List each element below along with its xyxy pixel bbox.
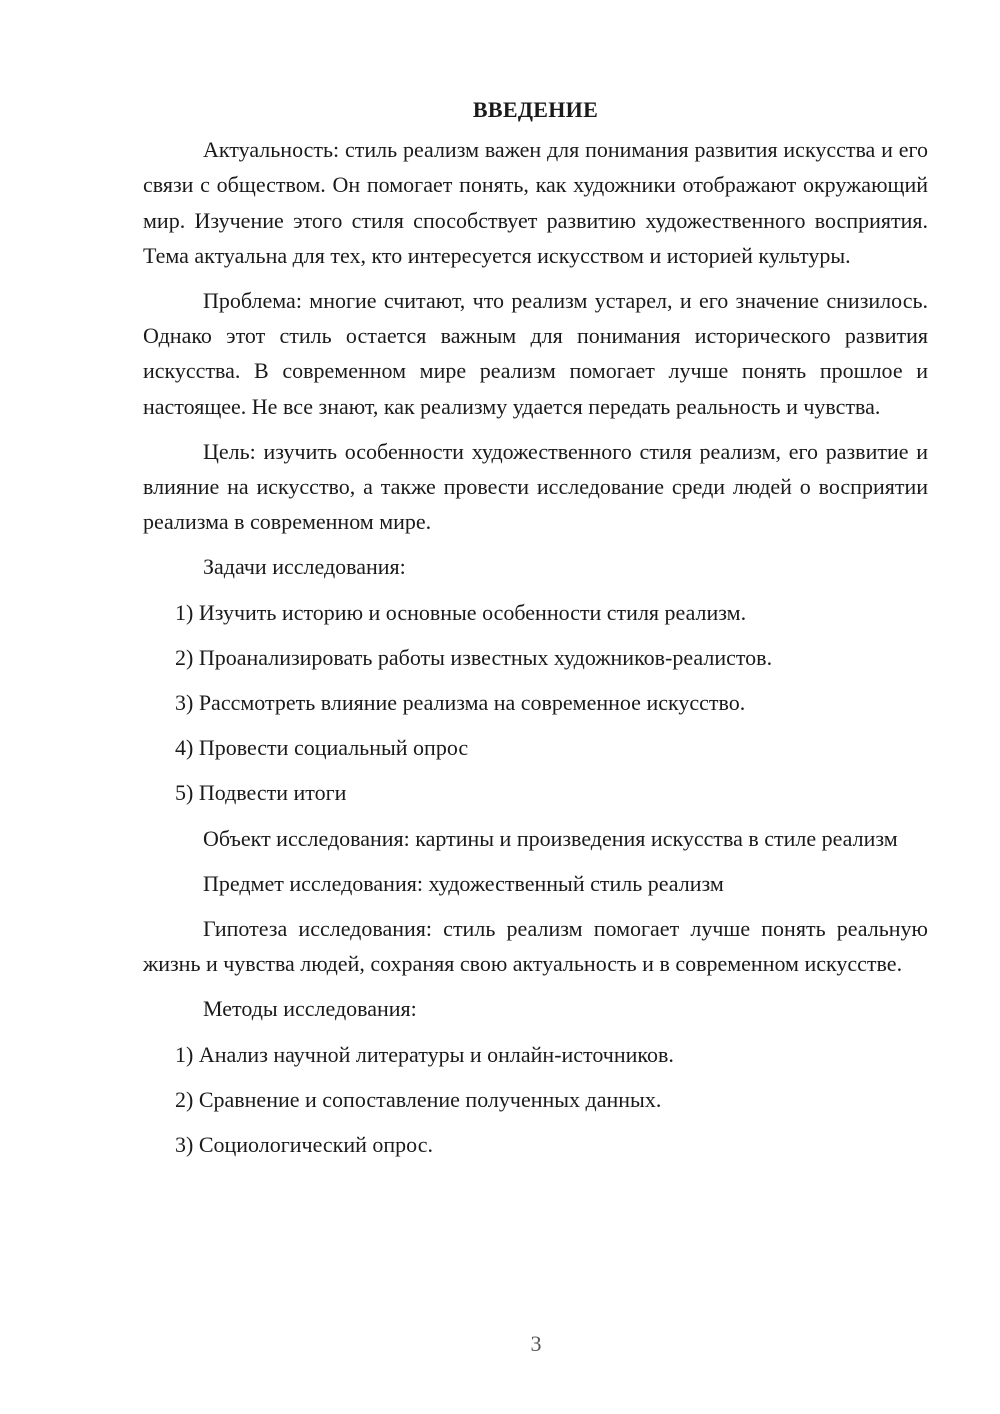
- hypothesis-paragraph: Гипотеза исследования: стиль реализм помогает лучше понять реальную жизнь и чувства людей, сохраняя свою актуальность и в современном искусстве.: [143, 916, 928, 977]
- goal-paragraph: Цель: изучить особенности художественного стиля реализм, его развитие и влияние на искусство, а также провести исследование среди людей о восприятии реализма в современном мире.: [143, 438, 928, 535]
- list-item: 1) Анализ научной литературы и онлайн-источников.: [175, 1041, 674, 1067]
- list-item: 3) Социологический опрос.: [175, 1132, 433, 1158]
- problem-paragraph: Проблема: многие считают, что реализм устарел, и его значение снизилось. Однако этот стиль остается важным для понимания исторического развития искусства. В современном мире реализм помогает лучше понять прошлое и настоящее. Не все знают, как реализму удается передать реальность и чувства.: [143, 288, 928, 419]
- list-item: 2) Проанализировать работы известных художников-реалистов.: [175, 644, 773, 670]
- list-item: 2) Сравнение и сопоставление полученных данных.: [175, 1086, 662, 1112]
- object-paragraph: Объект исследования: картины и произведения искусства в стиле реализм: [203, 825, 898, 851]
- document-page: [143, 92, 928, 1172]
- relevance-paragraph: Актуальность: стиль реализм важен для понимания развития искусства и его связи с обществом. Он помогает понять, как художники отображают окружающий мир. Изучение этого стиля способствует развитию художественного восприятия. Тема актуальна для тех, кто интересуется искусством и историей культуры.: [143, 137, 928, 268]
- methods-list: [143, 1037, 928, 1163]
- list-item: 4) Провести социальный опрос: [175, 735, 469, 761]
- subject-paragraph: Предмет исследования: художественный стиль реализм: [203, 870, 724, 896]
- section-title: ВВЕДЕНИЕ: [472, 97, 599, 122]
- tasks-heading: Задачи исследования:: [203, 554, 406, 580]
- list-item: 3) Рассмотреть влияние реализма на современное искусство.: [175, 690, 746, 716]
- tasks-list: [143, 595, 928, 811]
- list-item: 5) Подвести итоги: [175, 780, 347, 806]
- list-item: 1) Изучить историю и основные особенности стиля реализм.: [175, 599, 747, 625]
- page-number: 3: [530, 1331, 542, 1356]
- methods-heading: Методы исследования:: [203, 996, 417, 1022]
